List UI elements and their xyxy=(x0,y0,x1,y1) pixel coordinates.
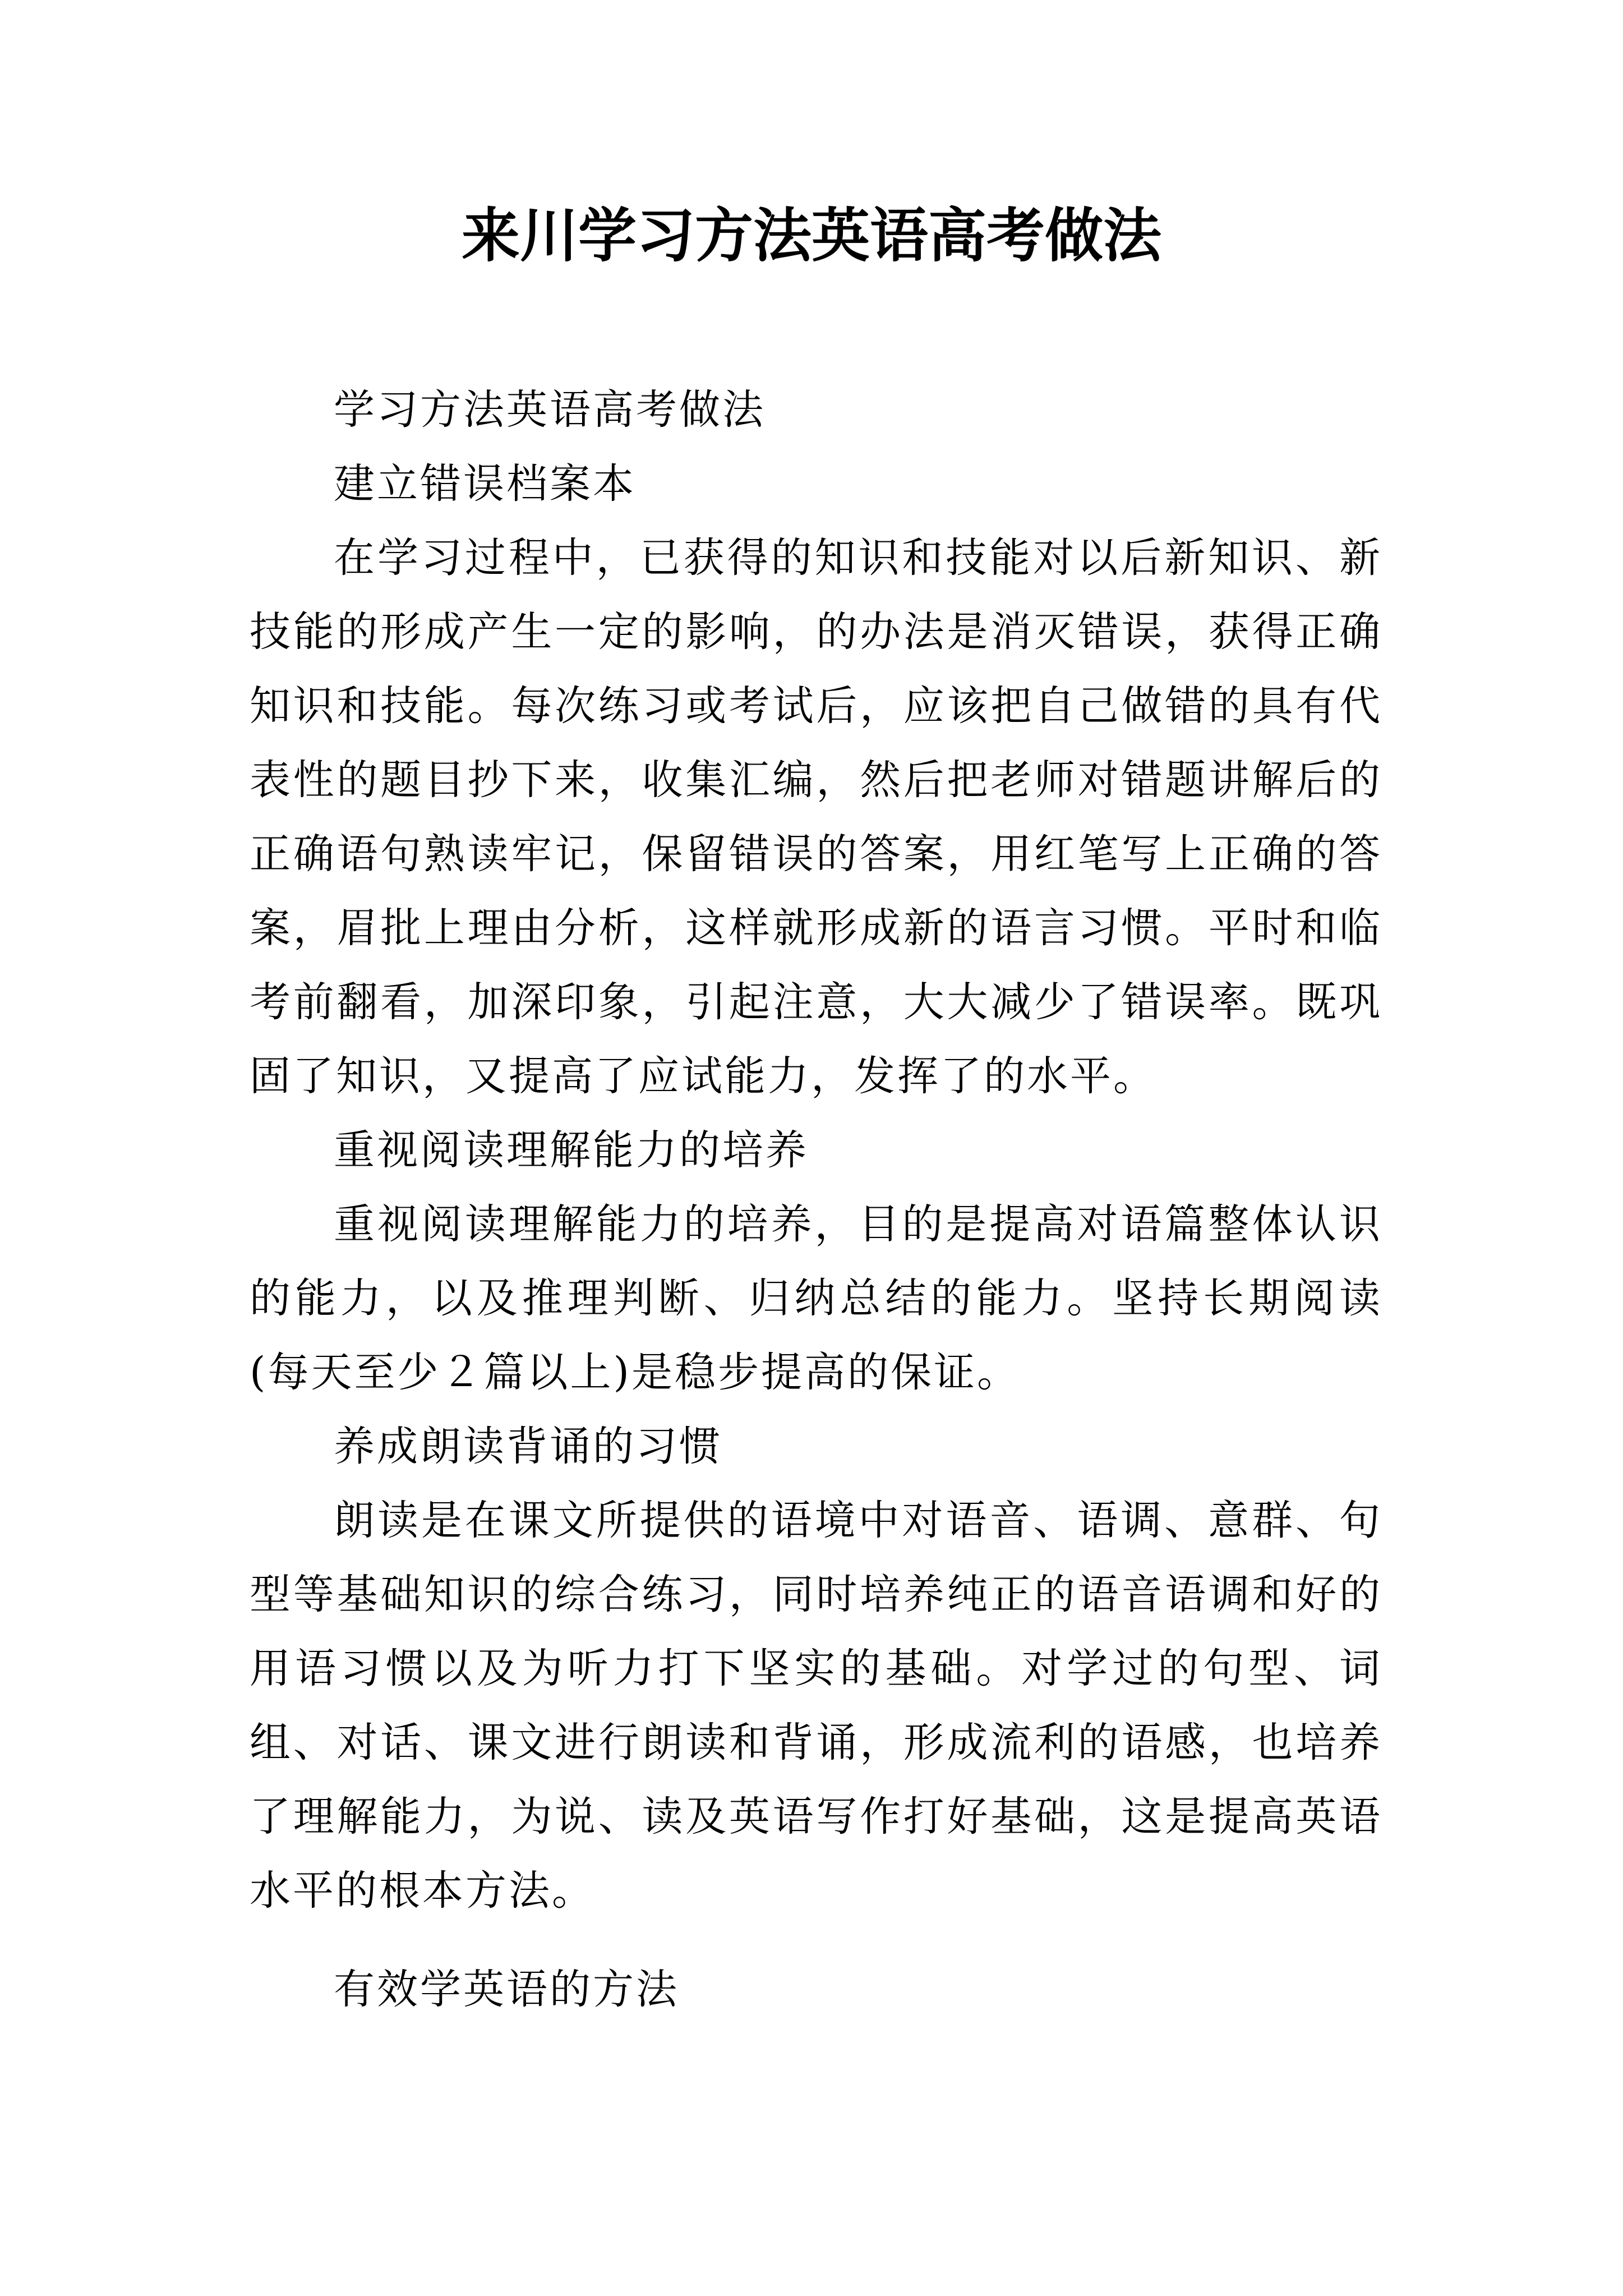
paragraph-reading: 重视阅读理解能力的培养，目的是提高对语篇整体认识的能力，以及推理判断、归纳总结的能力。坚持长期阅读(每天至少２篇以上)是稳步提高的保证。 xyxy=(250,1200,1382,1396)
paragraph-heading-recitation: 养成朗读背诵的习惯 xyxy=(334,1423,722,1470)
paragraph-subtitle: 学习方法英语高考做法 xyxy=(334,386,766,434)
paragraph-heading-reading: 重视阅读理解能力的培养 xyxy=(334,1126,809,1174)
document-title: 来川学习方法英语高考做法 xyxy=(461,201,1161,270)
paragraph-recitation: 朗读是在课文所提供的语境中对语音、语调、意群、句型等基础知识的综合练习，同时培养纯正的语音语调和好的用语习惯以及为听力打下坚实的基础。对学过的句型、词组、对话、课文进行朗读和背诵，形成流利的语感，也培养了理解能力，为说、读及英语写作打好基础，这是提高英语水平的根本方法。 xyxy=(250,1497,1382,1915)
document-body xyxy=(250,373,1382,2027)
paragraph-heading-effective-methods: 有效学英语的方法 xyxy=(334,1966,679,2013)
paragraph-heading-error-notebook: 建立错误档案本 xyxy=(334,460,636,508)
paragraph-error-notebook: 在学习过程中，已获得的知识和技能对以后新知识、新技能的形成产生一定的影响，的办法是消灭错误，获得正确知识和技能。每次练习或考试后，应该把自己做错的具有代表性的题目抄下来，收集汇编，然后把老师对错题讲解后的正确语句熟读牢记，保留错误的答案，用红笔写上正确的答案，眉批上理由分析，这样就形成新的语言习惯。平时和临考前翻看，加深印象，引起注意，大大减少了错误率。既巩固了知识，又提高了应试能力，发挥了的水平。 xyxy=(250,534,1382,1100)
